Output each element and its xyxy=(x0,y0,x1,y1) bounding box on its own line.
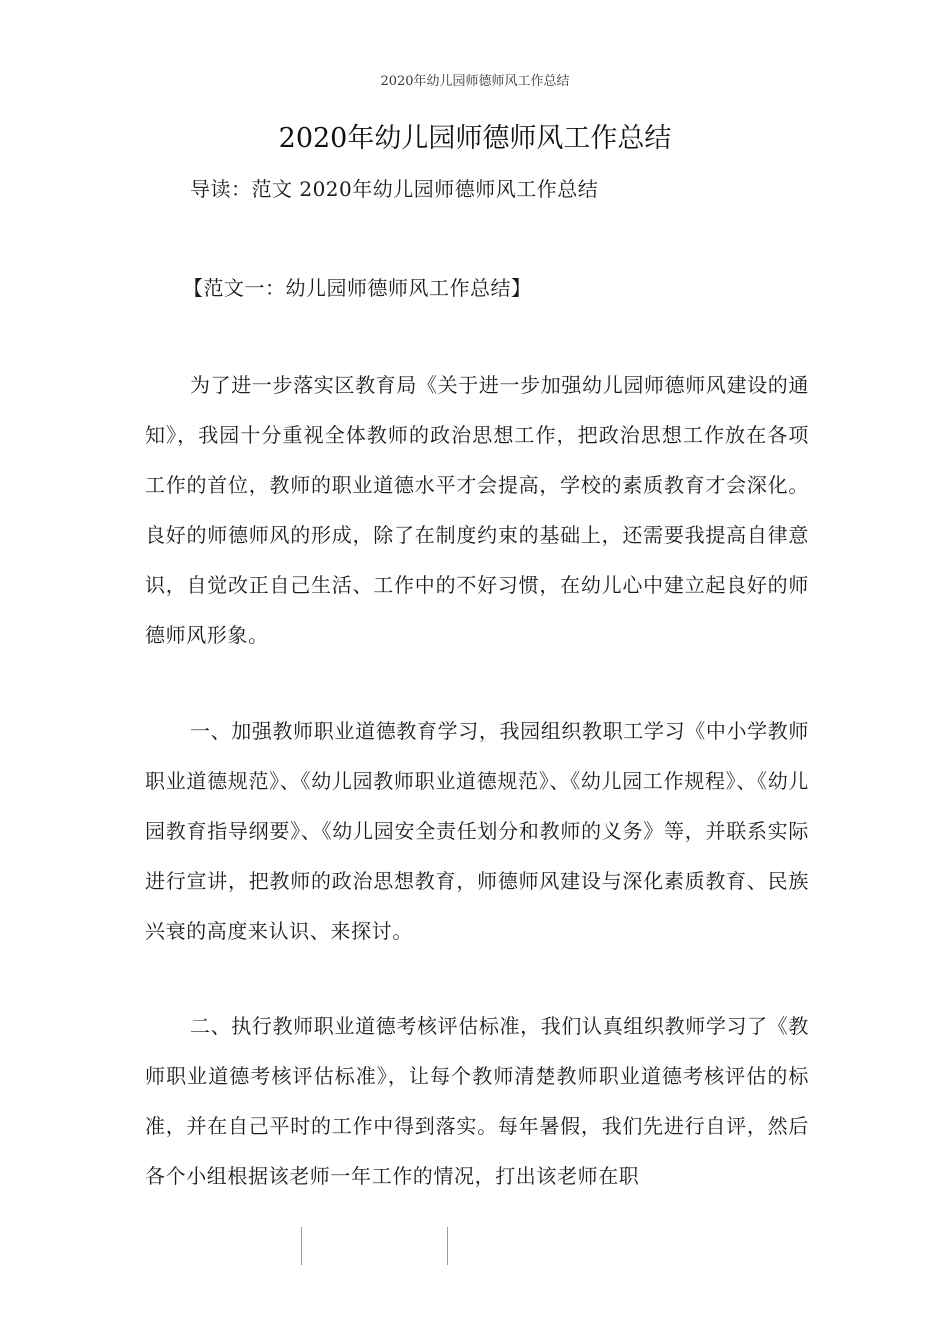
footer-divider-right xyxy=(447,1227,448,1265)
paragraph-intro: 为了进一步落实区教育局《关于进一步加强幼儿园师德师风建设的通知》，我园十分重视全体教师的政治思想工作，把政治思想工作放在各项工作的首位，教师的职业道德水平才会提高，学校的素质教育才会深化。良好的师德师风的形成，除了在制度约束的基础上，还需要我提高自律意识，自觉改正自己生活、工作中的不好习惯，在幼儿心中建立起良好的师德师风形象。 xyxy=(145,373,809,647)
section-heading: 【范文一：幼儿园师德师风工作总结】 xyxy=(183,276,532,300)
running-header: 2020年幼儿园师德师风工作总结 xyxy=(380,74,570,89)
paragraph-point-one: 一、加强教师职业道德教育学习，我园组织教职工学习《中小学教师职业道德规范》、《幼儿园教师职业道德规范》、《幼儿园工作规程》、《幼儿园教育指导纲要》、《幼儿园安全责任划分和教师的义务》等，并联系实际进行宣讲，把教师的政治思想教育，师德师风建设与深化素质教育、民族兴衰的高度来认识、来探讨。 xyxy=(145,719,809,943)
intro-line: 导读：范文 2020年幼儿园师德师风工作总结 xyxy=(190,177,599,201)
paragraph-point-two: 二、执行教师职业道德考核评估标准，我们认真组织教师学习了《教师职业道德考核评估标准》，让每个教师清楚教师职业道德考核评估的标准，并在自己平时的工作中得到落实。每年暑假，我们先进行自评，然后各个小组根据该老师一年工作的情况，打出该老师在职 xyxy=(145,1014,809,1188)
document-title: 2020年幼儿园师德师风工作总结 xyxy=(278,123,672,154)
footer-divider-left xyxy=(301,1227,302,1265)
